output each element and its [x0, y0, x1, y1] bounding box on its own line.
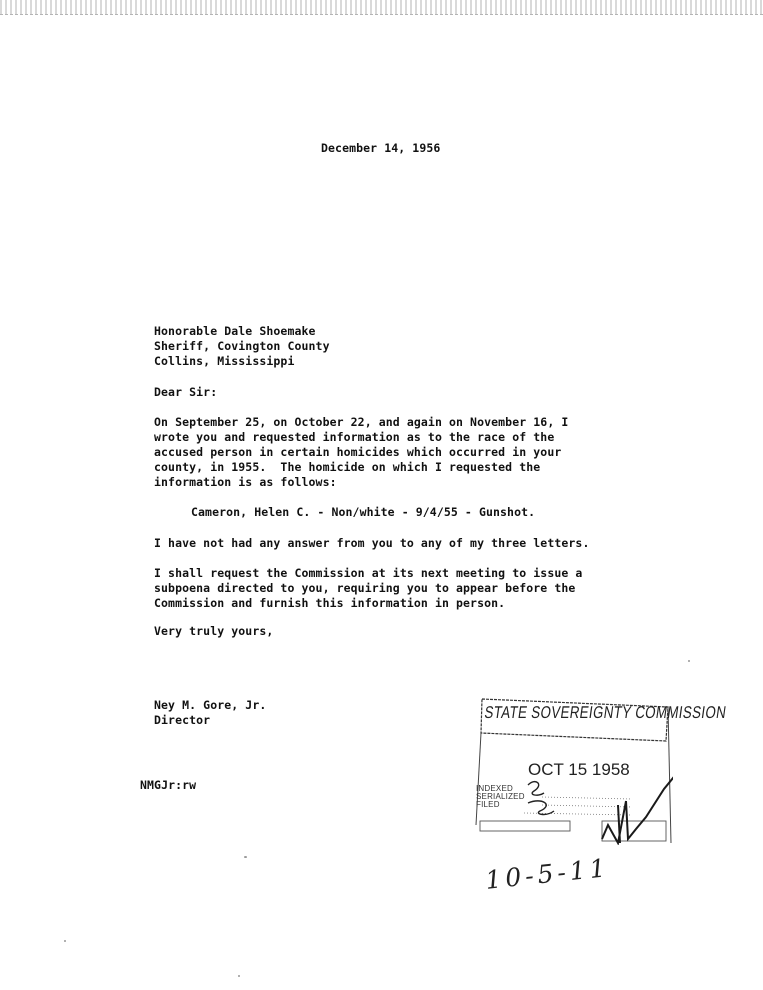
body-paragraph-2: I have not had any answer from you to any of my three letters. [154, 536, 590, 550]
scan-speck [64, 940, 66, 942]
letter-date: December 14, 1956 [321, 141, 441, 155]
stamp-label-serialized: SERIALIZED [476, 792, 525, 801]
body-paragraph-3 [154, 566, 582, 611]
body-line: information is as follows: [154, 475, 337, 489]
recipient-line: Honorable Dale Shoemake [154, 324, 316, 338]
body-line: county, in 1955. The homicide on which I requested the [154, 460, 541, 474]
closing: Very truly yours, [154, 624, 274, 638]
reference-initials: NMGJr:rw [140, 778, 197, 792]
body-line: Commission and furnish this information in person. [154, 596, 506, 610]
body-line: On September 25, on October 22, and again on November 16, I [154, 415, 569, 429]
stamp-date: OCT 15 1958 [528, 760, 630, 779]
body-line: wrote you and requested information as to the race of the [154, 430, 555, 444]
signer-name: Ney M. Gore, Jr. [154, 698, 267, 712]
body-paragraph-1 [154, 415, 568, 490]
signature-block [154, 698, 266, 728]
body-line: I shall request the Commission at its next meeting to issue a [154, 566, 583, 580]
body-line: accused person in certain homicides which occurred in your [154, 445, 562, 459]
recipient-line: Collins, Mississippi [154, 354, 295, 368]
stamp-title: STATE SOVEREIGNTY COMMISSION [483, 703, 728, 722]
stamp-label-indexed: INDEXED [476, 784, 513, 793]
salutation: Dear Sir: [154, 385, 218, 399]
signer-title: Director [154, 713, 211, 727]
scan-speck [238, 975, 240, 977]
stamp-label-filed: FILED [476, 800, 500, 809]
scan-speck [688, 660, 690, 662]
scan-speck [244, 856, 247, 858]
recipient-address [154, 324, 330, 369]
received-stamp [468, 693, 728, 845]
handwritten-file-number: 10-5-11 [484, 852, 611, 895]
scan-edge-border [0, 0, 763, 15]
case-entry: Cameron, Helen C. - Non/white - 9/4/55 - Gunshot. [191, 505, 536, 519]
body-line: subpoena directed to you, requiring you to appear before the [154, 581, 576, 595]
recipient-line: Sheriff, Covington County [154, 339, 330, 353]
